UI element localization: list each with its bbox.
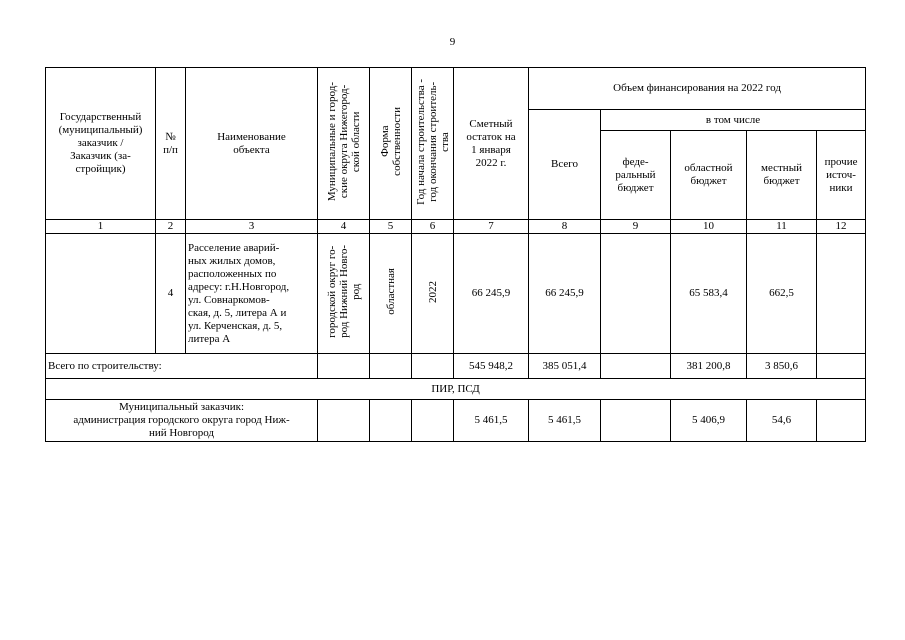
header-years-text: Год начала строительства - год окончания строитель- ства bbox=[414, 78, 451, 205]
municipal-customer-label: Муниципальный заказчик: администрация городского округа город Ниж- ний Новгород bbox=[46, 400, 318, 442]
cell-empty bbox=[370, 354, 412, 379]
construction-total-label: Всего по строительству: bbox=[46, 354, 318, 379]
cell-years-text: 2022 bbox=[426, 280, 439, 303]
header-ownership bbox=[370, 68, 412, 220]
cell-municipality-text: городской округ го- род Нижний Новго- род bbox=[325, 245, 362, 338]
cell-total: 5 461,5 bbox=[529, 400, 601, 442]
cell-years bbox=[412, 234, 454, 354]
page-number: 9 bbox=[449, 36, 456, 48]
header-financing: Объем финансирования на 2022 год bbox=[529, 68, 866, 110]
cell-empty bbox=[318, 354, 370, 379]
cell-empty bbox=[370, 400, 412, 442]
column-number: 8 bbox=[529, 220, 601, 234]
header-local: местный бюджет bbox=[747, 131, 817, 220]
cell-municipality bbox=[318, 234, 370, 354]
table-row-object bbox=[46, 234, 866, 354]
header-including: в том числе bbox=[601, 110, 866, 131]
header-row-1 bbox=[46, 68, 866, 110]
header-ownership-text: Форма собственности bbox=[378, 107, 403, 176]
column-numbers-row bbox=[46, 220, 866, 234]
cell-ownership-text: областная bbox=[384, 268, 397, 315]
cell-total: 385 051,4 bbox=[529, 354, 601, 379]
header-other: прочие источ- ники bbox=[817, 131, 866, 220]
header-years bbox=[412, 68, 454, 220]
column-number: 6 bbox=[412, 220, 454, 234]
header-number: № п/п bbox=[156, 68, 186, 220]
column-number: 4 bbox=[318, 220, 370, 234]
cell-total: 66 245,9 bbox=[529, 234, 601, 354]
column-number: 9 bbox=[601, 220, 671, 234]
header-municipality-text: Муниципальные и город- ские округа Нижегород- ской области bbox=[325, 81, 362, 202]
header-balance: Сметный остаток на 1 января 2022 г. bbox=[454, 68, 529, 220]
column-number: 5 bbox=[370, 220, 412, 234]
column-number: 10 bbox=[671, 220, 747, 234]
column-number: 11 bbox=[747, 220, 817, 234]
cell-local: 662,5 bbox=[747, 234, 817, 354]
cell-object-name: Расселение аварий- ных жилых домов, расположенных по адресу: г.Н.Новгород, ул. Совнаркомов- ская, д. 5, литера А и ул. Керченская, д. 5, литера А bbox=[186, 234, 318, 354]
header-total: Всего bbox=[529, 110, 601, 220]
table-row-section bbox=[46, 379, 866, 400]
column-number: 1 bbox=[46, 220, 156, 234]
cell-federal bbox=[601, 400, 671, 442]
column-number: 7 bbox=[454, 220, 529, 234]
header-customer: Государственный (муниципальный) заказчик / Заказчик (за- стройщик) bbox=[46, 68, 156, 220]
cell-other bbox=[817, 400, 866, 442]
cell-local: 54,6 bbox=[747, 400, 817, 442]
cell-empty bbox=[412, 354, 454, 379]
cell-customer bbox=[46, 234, 156, 354]
table-row-municipal-customer bbox=[46, 400, 866, 442]
cell-federal bbox=[601, 354, 671, 379]
cell-empty bbox=[412, 400, 454, 442]
cell-regional: 65 583,4 bbox=[671, 234, 747, 354]
cell-other bbox=[817, 234, 866, 354]
cell-regional: 5 406,9 bbox=[671, 400, 747, 442]
column-number: 3 bbox=[186, 220, 318, 234]
cell-local: 3 850,6 bbox=[747, 354, 817, 379]
cell-balance: 66 245,9 bbox=[454, 234, 529, 354]
header-object-name: Наименование объекта bbox=[186, 68, 318, 220]
section-label: ПИР, ПСД bbox=[46, 379, 866, 400]
cell-number: 4 bbox=[156, 234, 186, 354]
cell-balance: 5 461,5 bbox=[454, 400, 529, 442]
header-federal: феде- ральный бюджет bbox=[601, 131, 671, 220]
table-row-construction-total bbox=[46, 354, 866, 379]
cell-other bbox=[817, 354, 866, 379]
header-municipality bbox=[318, 68, 370, 220]
cell-empty bbox=[318, 400, 370, 442]
cell-balance: 545 948,2 bbox=[454, 354, 529, 379]
cell-federal bbox=[601, 234, 671, 354]
column-number: 12 bbox=[817, 220, 866, 234]
cell-ownership bbox=[370, 234, 412, 354]
financing-table bbox=[45, 67, 866, 442]
column-number: 2 bbox=[156, 220, 186, 234]
cell-regional: 381 200,8 bbox=[671, 354, 747, 379]
header-regional: областной бюджет bbox=[671, 131, 747, 220]
